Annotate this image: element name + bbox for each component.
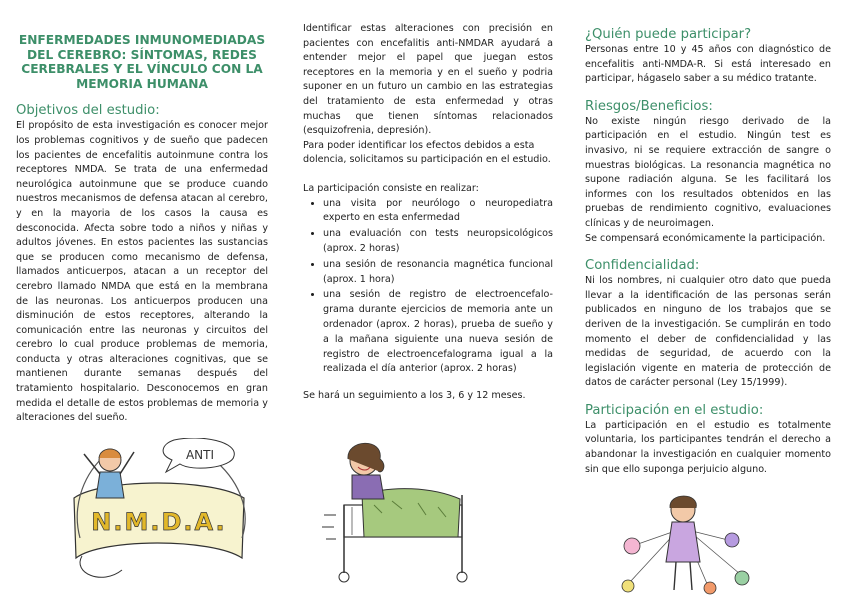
balloons-girl-illustration [608, 490, 758, 596]
speech-bubble-text: ANTI [185, 448, 215, 462]
objetivos-text: El propósito de esta investigación es conocer mejor los problemas cognitivos y de sueño que padecen los pacientes de encefalitis autoinmune contra los receptores NMDA. Se trata de una enfermedad neurológica autoinmune que se produce cuando nuestros mecanismos de defensa atacan al cerebro, y en la mayoria de los casos la causa es desconocida. Afecta sobre todo a niños y niñas y adultos jóvenes. En estos pacientes las sustancias que se producen como mecanismo de defensa, llamados anticuerpos, atacan a un receptor del cerebro llamado NMDA que está en la membrana de las neuronas. Los anticuerpos producen una disminución de estos receptores, alterando la comunicación entre las neuronas y circuitos del cerebro lo cual produce problemas de memoria, conducta y otras alteraciones cognitivas, que se mantienen durante semanas después del tratamiento hospitalario. Desconocemos en gran medida el detalle de estos problemas de memoria y alteraciones del sueño. [16, 120, 268, 424]
quien-heading: ¿Quién puede participar? [585, 27, 752, 42]
participation-intro: La participación consiste en realizar: [303, 182, 479, 194]
riesgos-heading: Riesgos/Beneficios: [585, 98, 713, 114]
nmda-banner-illustration [62, 438, 262, 588]
followup-text: Se hará un seguimiento a los 3, 6 y 12 meses. [303, 390, 526, 402]
banner-text: N.M.D.A. [91, 508, 227, 536]
confidencialidad-text: Ni los nombres, ni cualquier otro dato que pueda llevar a la identificación de las personas serán publicados en ninguno de los trabajos que se deriven de la investigación. Se cumplirán en todo momento el deber de confidencialidad y las medidas de seguridad, de acuerdo con la legislación vigente en materia de protección de datos de carácter personal (Ley 15/1999). [585, 275, 831, 389]
participation-list [303, 197, 553, 378]
riesgos-text: No existe ningún riesgo derivado de la participación en el estudio. Ningún test es invasivo, ni se requiere extracción de sangre o muestras biológicas. La resonancia magnética no supone radiación alguna. Se les facilitará los informes con los resultados obtenidos en las pruebas de rendimiento cognitivo, evaluaciones clínicas y de neuroimagen. [585, 115, 831, 229]
list-item: • una sesión de resonancia magnética funcional (aprox. 1 hora) [323, 258, 553, 288]
objetivos-heading: Objetivos del estudio: [16, 103, 160, 119]
participacion-text: La participación en el estudio es totalmente voluntaria, los participantes tendrán el derecho a abandonar la investigación en cualquier momento sin que ello suponga perjuicio alguno. [585, 419, 831, 475]
list-item: • una evaluación con tests neuropsicológicos (aprox. 2 horas) [323, 227, 553, 257]
column-left [16, 0, 268, 426]
participacion-heading: Participación en el estudio: [585, 402, 764, 418]
middle-paragraph-2: Para poder identificar los efectos debidos a esta dolencia, solicitamos su participación en el estudio. [303, 139, 551, 166]
middle-paragraph-1: Identificar estas alteraciones con precisión en pacientes con encefalitis anti-NMDAR ayudará a entender mejor el papel que juegan estos receptores en la memoria y en el sueño y podria suponer en un futuro un cambio en las estrategias del tratamiento de esta enfermedad y otras muchas que tienen síntomas relacionados (esquizofrenia, depresión). [303, 23, 553, 137]
compensation-text: Se compensará económicamente la participación. [585, 232, 826, 244]
confidencialidad-heading: Confidencialidad: [585, 258, 700, 274]
list-item: • una visita por neurólogo o neuropediatra experto en esta enfermedad [323, 197, 553, 227]
quien-text: Personas entre 10 y 45 años con diagnóstico de encefalitis anti-NMDA-R. Si está interesado en participar, hágaselo saber a su médico tratante. [585, 44, 831, 85]
hospital-bed-illustration [322, 435, 487, 585]
document-title: ENFERMEDADES INMUNOMEDIADAS DEL CEREBRO: SÍNTOMAS, REDES CEREBRALES Y EL VÍNCULO CON LA MEMORIA HUMANA [18, 33, 266, 91]
column-right [585, 0, 831, 477]
column-middle [303, 0, 553, 404]
list-item: • una sesión de registro de electroencefalo-grama durante ejercicios de memoria ante un ordenador (aprox. 2 horas), prueba de sueño y a la mañana siguiente una nueva sesión de registro de electroencefalograma igual a la realizada el día anterior (aprox. 2 horas) [323, 288, 553, 377]
